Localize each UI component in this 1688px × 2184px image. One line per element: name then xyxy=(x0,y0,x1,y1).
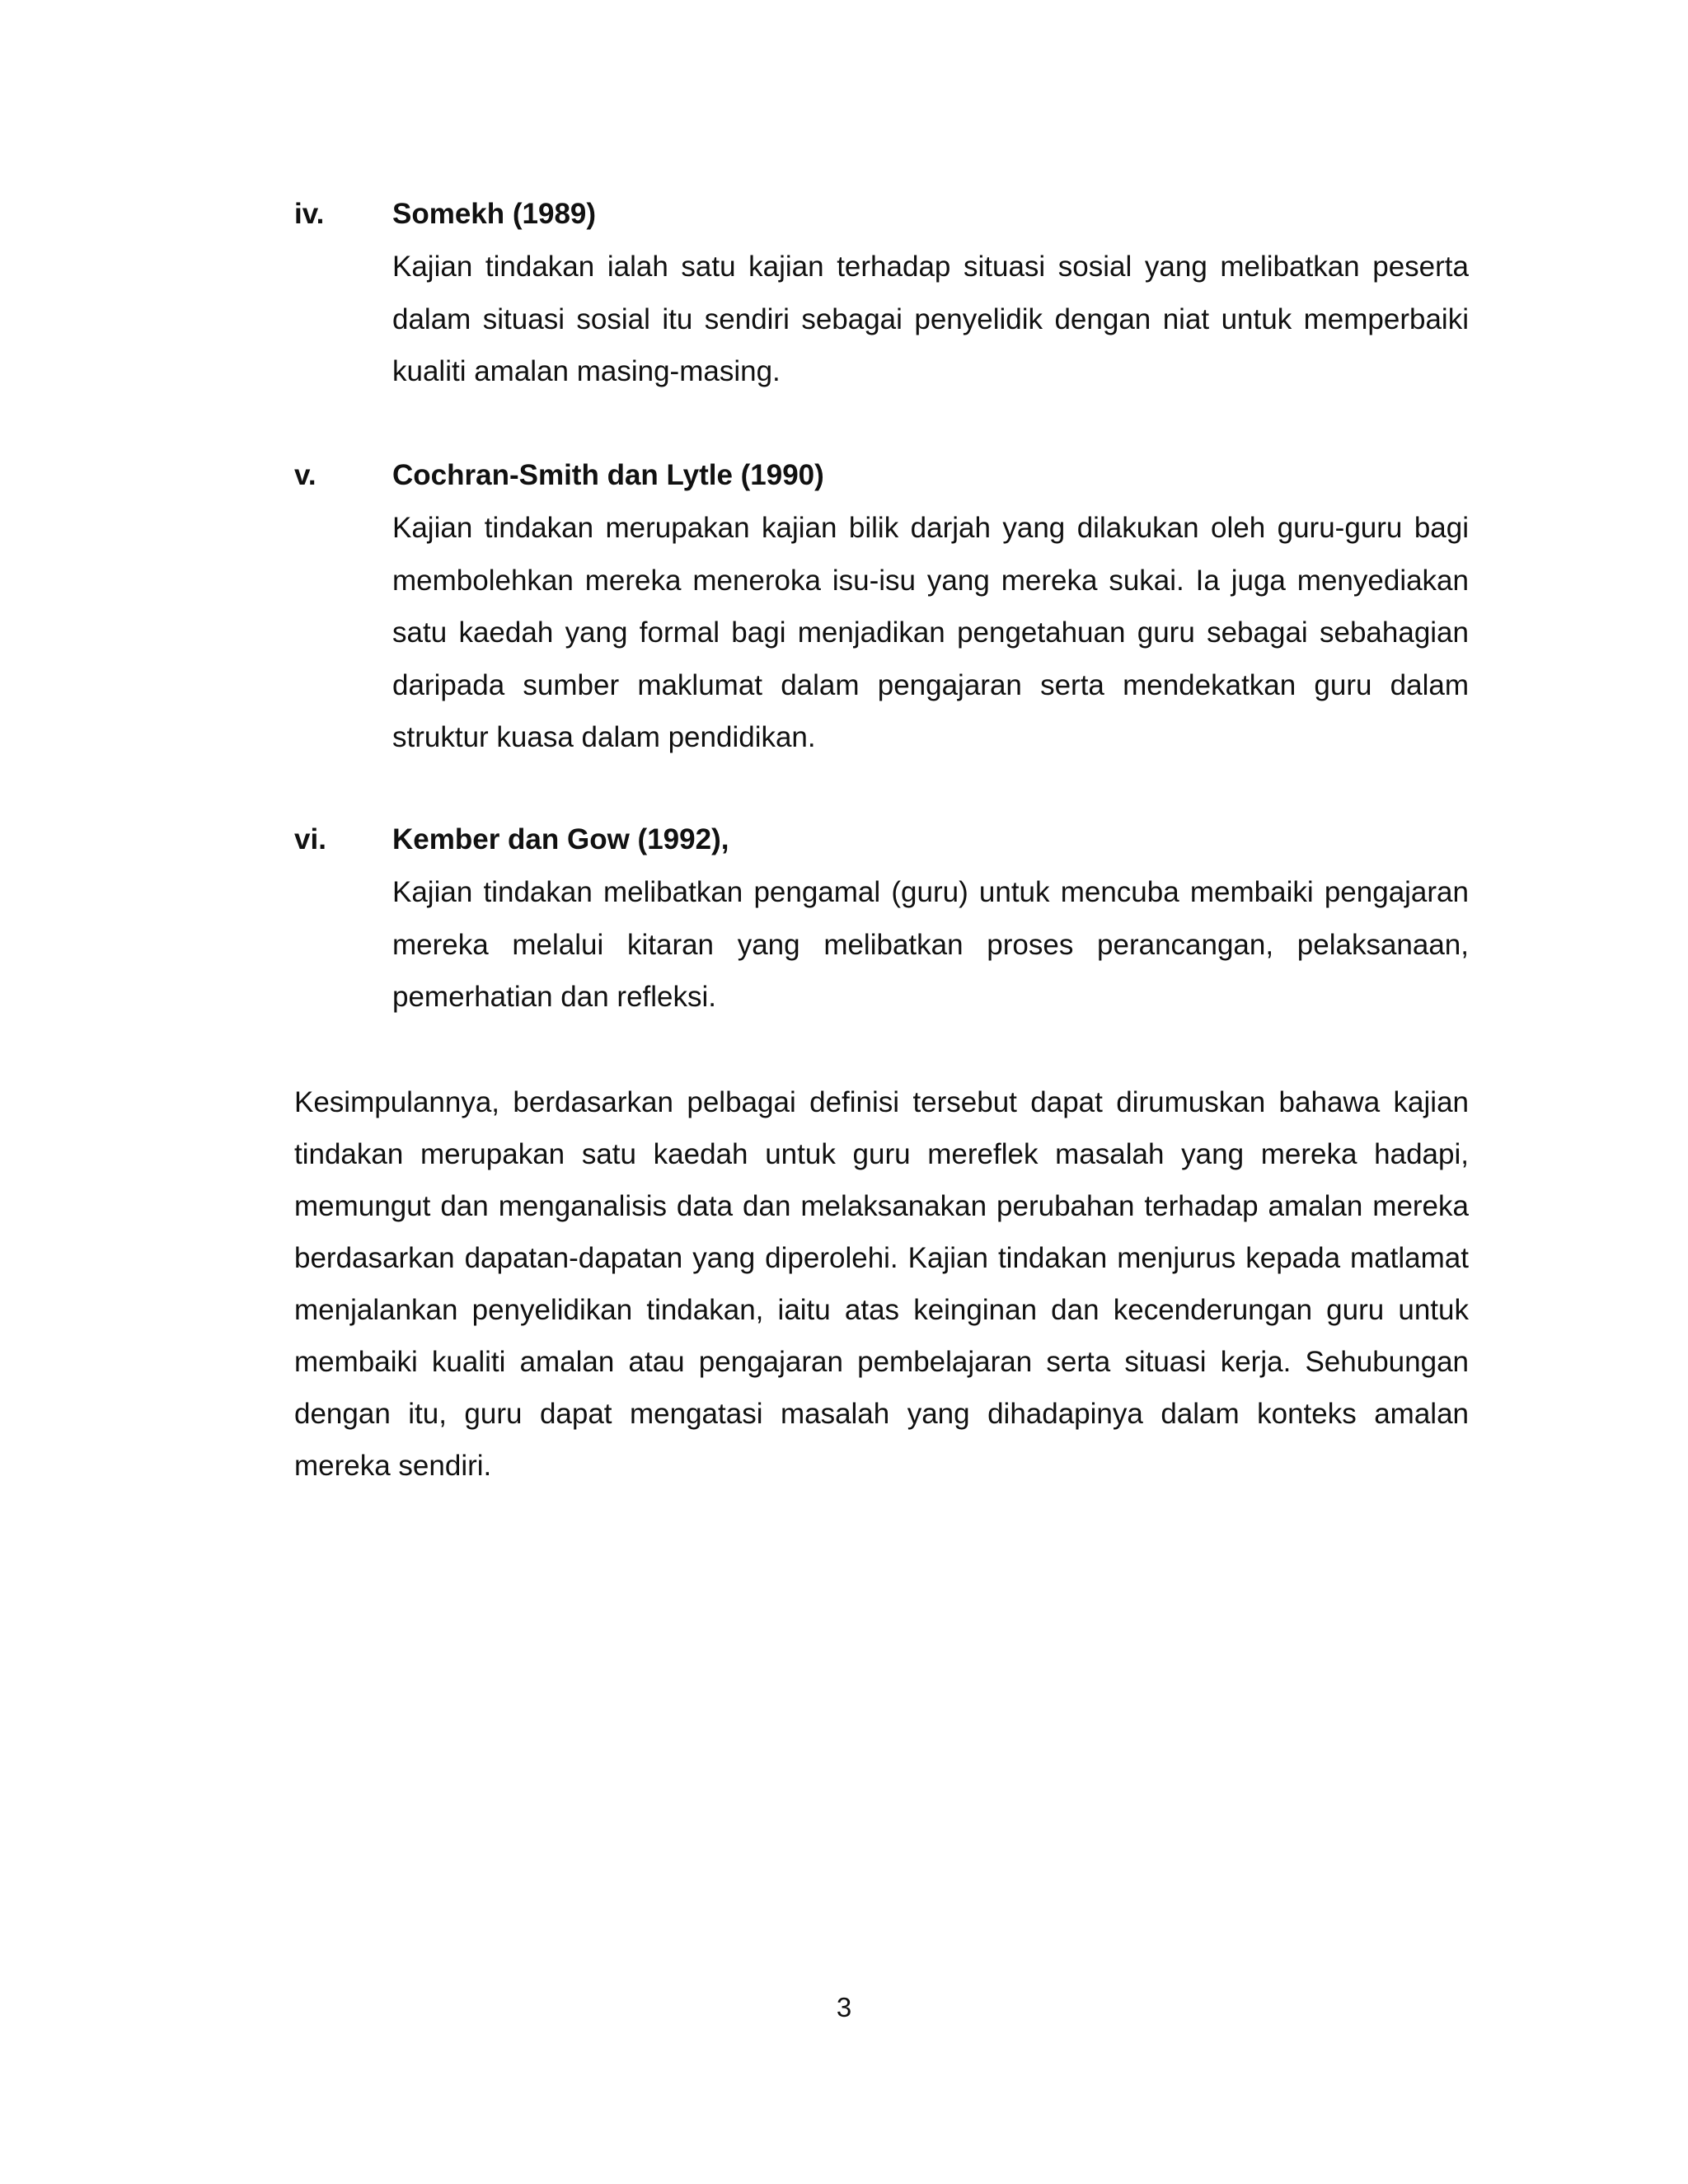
item-numeral: iv. xyxy=(294,198,325,230)
item-body: Kajian tindakan melibatkan pengamal (guru) untuk mencuba membaiki pengajaran mereka melalui kitaran yang melibatkan proses perancangan, pelaksanaan, pemerhatian dan refleksi. xyxy=(392,876,1469,1013)
item-body: Kajian tindakan ialah satu kajian terhadap situasi sosial yang melibatkan peserta dalam situasi sosial itu sendiri sebagai penyelidik dengan niat untuk memperbaiki kualiti amalan masing-masing. xyxy=(392,251,1469,387)
item-body: Kajian tindakan merupakan kajian bilik darjah yang dilakukan oleh guru-guru bagi membolehkan mereka meneroka isu-isu yang mereka sukai. Ia juga menyediakan satu kaedah yang formal bagi menjadikan pengetahuan guru sebagai sebahagian daripada sumber maklumat dalam pengajaran serta mendekatkan guru dalam struktur kuasa dalam pendidikan. xyxy=(392,512,1469,753)
conclusion-paragraph: Kesimpulannya, berdasarkan pelbagai definisi tersebut dapat dirumuskan bahawa kajian tindakan merupakan satu kaedah untuk guru mereflek masalah yang mereka hadapi, memungut dan menganalisis data dan melaksanakan perubahan terhadap amalan mereka berdasarkan dapatan-dapatan yang diperolehi. Kajian tindakan menjurus kepada matlamat menjalankan penyelidikan tindakan, iaitu atas keinginan dan kecenderungan guru untuk membaiki kualiti amalan atau pengajaran pembelajaran serta situasi kerja. Sehubungan dengan itu, guru dapat mengatasi masalah yang dihadapinya dalam konteks amalan mereka sendiri. xyxy=(294,1086,1469,1482)
item-numeral: vi. xyxy=(294,823,326,855)
definition-item-vi xyxy=(294,813,1469,1024)
item-heading xyxy=(294,449,1469,502)
item-heading xyxy=(294,813,1469,866)
item-heading xyxy=(294,188,1469,241)
item-numeral: v. xyxy=(294,459,316,491)
page-number: 3 xyxy=(836,1992,852,2022)
definition-item-iv xyxy=(294,188,1469,398)
definition-item-v xyxy=(294,449,1469,764)
item-title: Cochran-Smith dan Lytle (1990) xyxy=(392,459,824,491)
item-title: Kember dan Gow (1992), xyxy=(392,823,729,855)
item-title: Somekh (1989) xyxy=(392,198,597,230)
